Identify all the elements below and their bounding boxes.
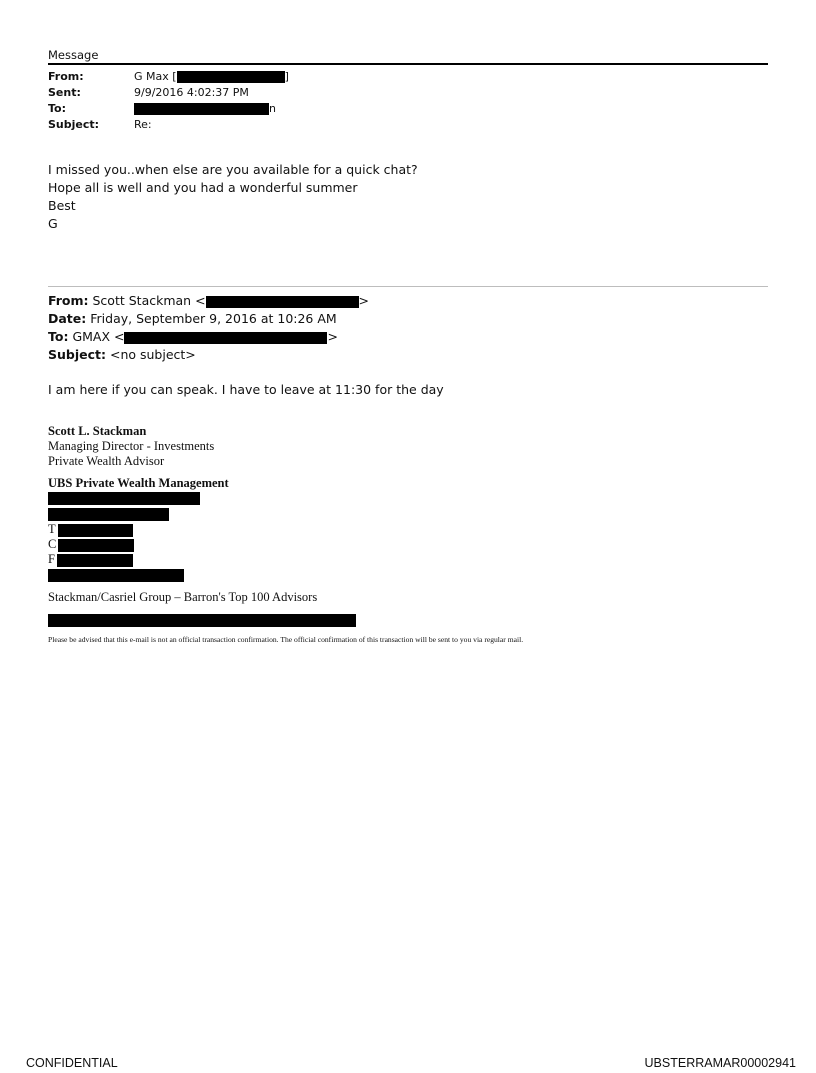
sent-value: 9/9/2016 4:02:37 PM bbox=[134, 86, 249, 99]
to-tail: n bbox=[269, 102, 276, 115]
quoted-to-close: > bbox=[327, 329, 338, 344]
quoted-date-row bbox=[48, 310, 337, 327]
phone-f-label: F bbox=[48, 552, 55, 566]
from-name: G Max [ bbox=[134, 70, 177, 83]
phone-c-row bbox=[48, 537, 134, 552]
body-line: G bbox=[48, 216, 58, 231]
subject-row bbox=[48, 117, 768, 132]
quoted-subject-key: Subject: bbox=[48, 347, 106, 362]
to-row bbox=[48, 101, 768, 116]
redaction-box bbox=[177, 71, 285, 83]
phone-c-label: C bbox=[48, 537, 57, 551]
sent-row bbox=[48, 85, 768, 100]
redaction-box bbox=[48, 508, 169, 521]
from-key: From: bbox=[48, 70, 84, 83]
header-rule bbox=[48, 63, 768, 65]
body-line: Hope all is well and you had a wonderful summer bbox=[48, 180, 358, 195]
quoted-subject-row bbox=[48, 346, 196, 363]
phone-t-label: T bbox=[48, 522, 56, 536]
from-value bbox=[134, 69, 289, 84]
subject-value: Re: bbox=[134, 118, 152, 131]
quoted-date-value: Friday, September 9, 2016 at 10:26 AM bbox=[90, 311, 337, 326]
quoted-from-key: From: bbox=[48, 293, 89, 308]
quoted-to-value: GMAX < bbox=[72, 329, 125, 344]
redaction-box bbox=[134, 103, 269, 115]
from-row bbox=[48, 69, 768, 84]
quoted-to-row bbox=[48, 328, 338, 345]
signature-role: Private Wealth Advisor bbox=[48, 454, 165, 468]
to-value bbox=[134, 101, 276, 116]
phone-f-row bbox=[48, 552, 133, 567]
to-key: To: bbox=[48, 102, 66, 115]
redaction-box bbox=[206, 296, 359, 308]
quoted-from-row bbox=[48, 292, 369, 309]
signature-company: UBS Private Wealth Management bbox=[48, 476, 229, 490]
body-line: Best bbox=[48, 198, 76, 213]
signature-title: Managing Director - Investments bbox=[48, 439, 215, 453]
quoted-to-key: To: bbox=[48, 329, 69, 344]
redaction-box bbox=[48, 569, 184, 582]
quoted-subject-value: <no subject> bbox=[109, 347, 196, 362]
quoted-from-close: > bbox=[358, 293, 370, 308]
redaction-box bbox=[58, 539, 134, 552]
signature-name: Scott L. Stackman bbox=[48, 424, 147, 438]
message-label: Message bbox=[48, 48, 99, 62]
body-line: I missed you..when else are you available for a quick chat? bbox=[48, 162, 418, 177]
subject-key: Subject: bbox=[48, 118, 100, 131]
redaction-box bbox=[124, 332, 327, 344]
quoted-date-key: Date: bbox=[48, 311, 87, 326]
sent-key: Sent: bbox=[48, 86, 81, 99]
footer-confidential: CONFIDENTIAL bbox=[26, 1056, 118, 1070]
quote-separator bbox=[48, 286, 768, 287]
footer-bates-number: UBSTERRAMAR00002941 bbox=[644, 1056, 796, 1070]
signature-group: Stackman/Casriel Group – Barron's Top 100 Advisors bbox=[48, 590, 318, 604]
redaction-box bbox=[58, 524, 133, 537]
phone-t-row bbox=[48, 522, 133, 537]
quoted-from-value: Scott Stackman < bbox=[92, 293, 206, 308]
redaction-box bbox=[57, 554, 133, 567]
quoted-body: I am here if you can speak. I have to leave at 11:30 for the day bbox=[48, 382, 444, 397]
from-tail: ] bbox=[284, 70, 289, 83]
disclaimer-text: Please be advised that this e-mail is not an official transaction confirmation. The official confirmation of this transaction will be sent to you via regular mail. bbox=[48, 635, 524, 644]
redaction-box bbox=[48, 614, 356, 627]
redaction-box bbox=[48, 492, 200, 505]
